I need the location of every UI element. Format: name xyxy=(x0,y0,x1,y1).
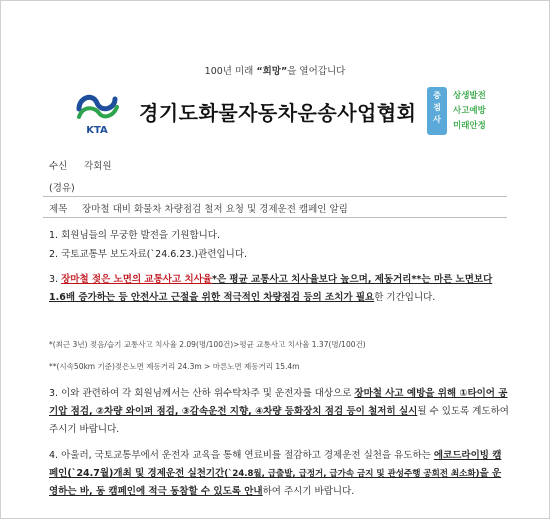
item-4 xyxy=(49,385,509,439)
key-point-item: 미래안정 xyxy=(453,121,486,131)
badge-char: 점 xyxy=(433,103,441,112)
item-3-bold-1: *은 평균 교통사고 치사율보다 높으며, 제동거리 xyxy=(211,274,412,285)
item-5 xyxy=(49,447,509,501)
recipient-value: 각회원 xyxy=(84,161,112,172)
via-row xyxy=(49,180,75,194)
item-5-bold-4: 동 캠페인에 적극 동참할 수 있도록 안내 xyxy=(95,486,263,497)
item-5-bold-3: 을 운영하는 바, xyxy=(49,468,502,497)
recipient-row xyxy=(49,158,112,172)
item-3-highlight: 장마철 젖은 노면의 교통사고 치사율 xyxy=(61,274,212,285)
item-4-tail: 될 수 있도록 계도하여 주시기 바랍니다. xyxy=(49,406,509,435)
footnote-1: *(최근 3년) 젖음/습기 교통사고 치사율 2.09(명/100건)>평균 교통사고 치사율 1.37(명/100건) xyxy=(49,340,366,349)
item-3-tail: 한 기간입니다. xyxy=(374,292,436,303)
subject-label: 제목 xyxy=(49,204,68,215)
key-points-badge xyxy=(427,87,447,135)
slogan xyxy=(1,63,549,77)
slogan-highlight: “희망” xyxy=(256,66,288,77)
item-5-tail: 하여 주시기 바랍니다. xyxy=(262,486,355,497)
badge-char: 사 xyxy=(433,115,441,124)
item-4-intro: 3. 이와 관련하여 각 회원님께서는 산하 위수탁차주 및 운전자를 대상으로 xyxy=(49,388,355,399)
organization-name: 경기도화물자동차운송사업협회 xyxy=(139,101,417,125)
item-5-intro: 4. 아울러, 국토교통부에서 운전자 교육을 통해 연료비를 절감하고 경제운전 실천을 유도하는 xyxy=(49,450,434,461)
letterhead xyxy=(1,81,549,139)
item-5-bold-1: 에코드라이빙 캠페인(`24.7월)개최 및 경제운전 실천기간 xyxy=(49,450,502,479)
divider xyxy=(43,217,507,218)
item-3-number: 3. xyxy=(49,274,62,285)
item-5-bold-2: (`24.8월, 급출발, 급정거, 급가속 금지 및 관성주행 공회전 최소화) xyxy=(224,469,480,479)
logo-text: KTA xyxy=(86,125,108,135)
item-2: 2. 국토교통부 보도자료(`24.6.23.)관련입니다. xyxy=(49,249,248,260)
key-point-item: 상생발전 xyxy=(453,91,486,101)
badge-char: 중 xyxy=(433,91,441,100)
key-point-item: 사고예방 xyxy=(453,106,486,116)
recipient-label: 수신 xyxy=(49,161,68,172)
via-label: (경유) xyxy=(49,183,75,194)
item-1: 1. 회원님들의 무궁한 발전을 기원합니다. xyxy=(49,230,220,241)
item-4-bold: 장마철 사고 예방을 위해 ①타이어 공기압 점검, ②차량 와이퍼 점검, ③감속운전 지향, ④차량 등화장치 점검 등이 철저히 실시 xyxy=(49,388,508,417)
slogan-pre: 100년 미래 xyxy=(204,66,257,77)
subject-value: 장마철 대비 화물차 차량점검 철저 요청 및 경제운전 캠페인 알림 xyxy=(82,204,348,215)
subject-row xyxy=(49,201,348,215)
kta-logo-icon xyxy=(71,87,123,135)
divider xyxy=(43,196,507,197)
item-3 xyxy=(49,271,509,307)
key-points-list xyxy=(453,89,486,134)
slogan-post: 을 열어갑니다 xyxy=(287,66,346,77)
item-3-bold-2: **는 마른 노면보다 1.6배 증가하는 등 안전사고 근절을 위한 적극적인 차량점검 등의 조치가 필요 xyxy=(49,274,493,303)
footnote-2: **(시속50km 기준)젖은노면 제동거리 24.3m > 마른노면 제동거리 15.4m xyxy=(49,362,300,371)
